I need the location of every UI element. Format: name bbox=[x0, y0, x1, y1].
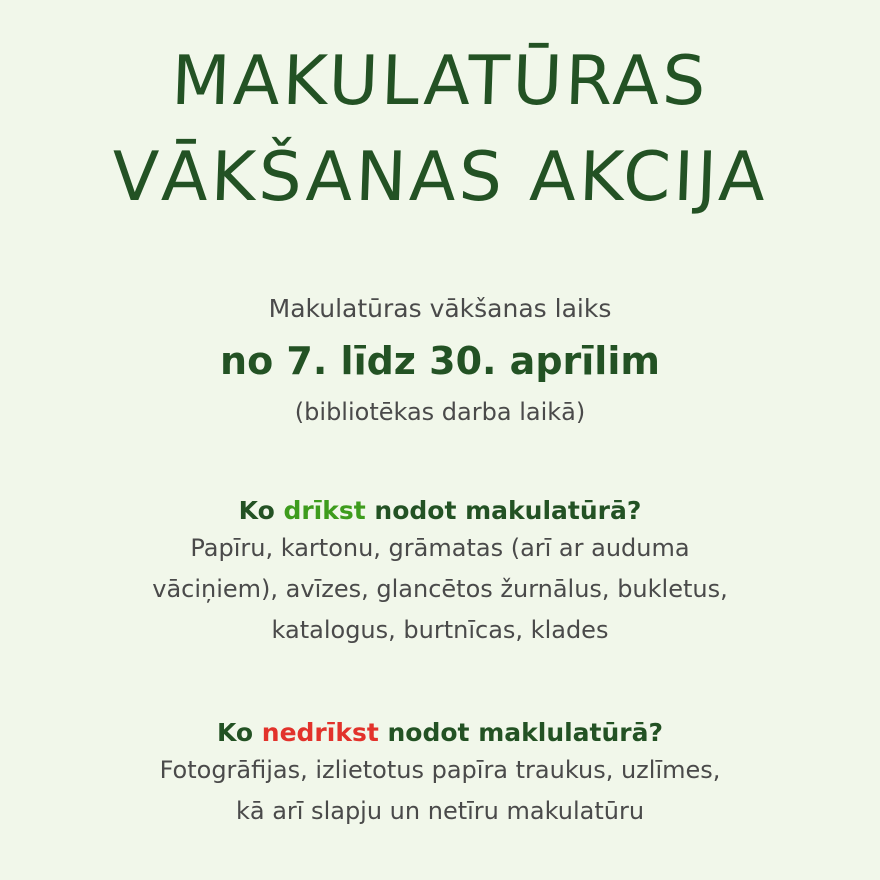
allowed-heading-prefix: Ko bbox=[238, 496, 284, 525]
forbidden-heading-highlight: nedrīkst bbox=[261, 718, 379, 747]
forbidden-items-line: Fotogrāfijas, izlietotus papīra traukus, uzlīmes, bbox=[159, 756, 721, 784]
collection-period-dates: no 7. līdz 30. aprīlim bbox=[220, 339, 660, 383]
allowed-items-line: vāciņiem), avīzes, glancētos žurnālus, bukletus, bbox=[152, 575, 728, 603]
allowed-heading-highlight: drīkst bbox=[283, 496, 366, 525]
forbidden-heading-prefix: Ko bbox=[216, 718, 262, 747]
allowed-section bbox=[80, 494, 800, 651]
collection-period-note: (bibliotēkas darba laikā) bbox=[294, 398, 586, 426]
allowed-heading bbox=[80, 494, 800, 528]
allowed-items bbox=[80, 528, 800, 651]
allowed-items-line: Papīru, kartonu, grāmatas (arī ar auduma bbox=[190, 534, 690, 562]
forbidden-items-line: kā arī slapju un netīru makulatūru bbox=[235, 797, 645, 825]
collection-period-label: Makulatūras vākšanas laiks bbox=[268, 294, 612, 323]
forbidden-heading bbox=[80, 716, 800, 750]
title-line-2: VĀKŠANAS AKCIJA bbox=[110, 138, 770, 217]
title-line-1: MAKULATŪRAS bbox=[170, 42, 710, 121]
allowed-heading-suffix: nodot makulatūrā? bbox=[365, 496, 642, 525]
forbidden-heading-suffix: nodot maklulatūrā? bbox=[378, 718, 664, 747]
forbidden-section bbox=[80, 716, 800, 832]
forbidden-items bbox=[80, 750, 800, 832]
allowed-items-line: katalogus, burtnīcas, klades bbox=[271, 616, 609, 644]
